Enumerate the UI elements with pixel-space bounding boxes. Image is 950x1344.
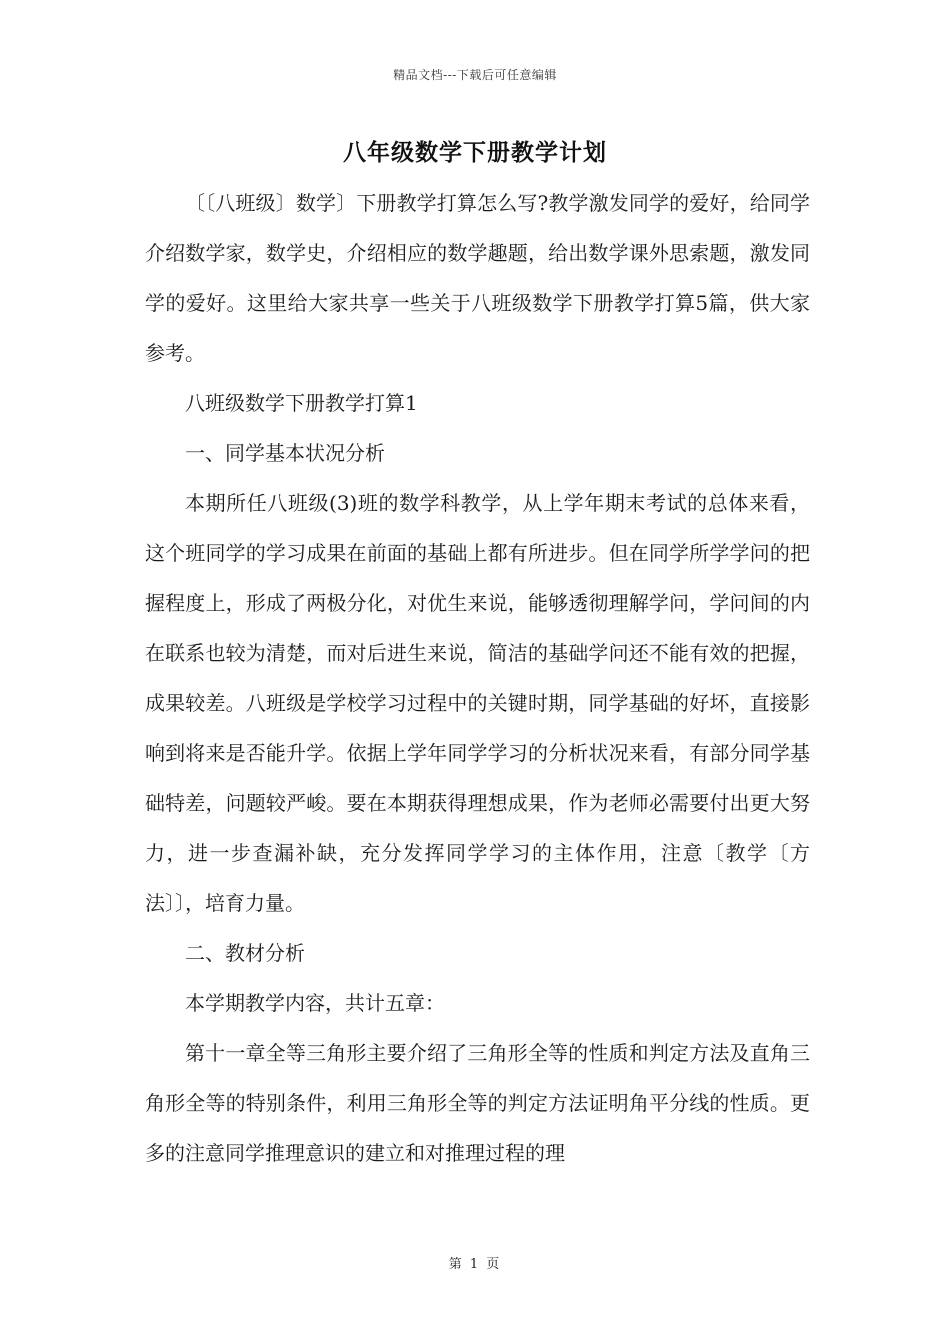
paragraph-content-summary: 本学期教学内容，共计五章： xyxy=(185,991,445,1015)
section-heading-student-analysis: 一、同学基本状况分析 xyxy=(185,441,385,465)
paragraph-student-analysis: 本期所任八班级(3)班的数学科教学，从上学年期末考试的总体来看，这个班同学的学习成果在前面的基础上都有所进步。但在同学所学学问的把握程度上，形成了两极分化，对优生来说，能够透彻理解学问，学问间的内在联系也较为清楚，而对后进生来说，简洁的基础学问还不能有效的把握，成果较差。八班级是学校学习过程中的关键时期，同学基础的好坏，直接影响到将来是否能升学。依据上学年同学学习的分析状况来看，有部分同学基础特差，问题较严峻。要在本期获得理想成果，作为老师必需要付出更大努力，进一步查漏补缺，充分发挥同学学习的主体作用，注意〔教学〔方法〕〕，培育力量。 xyxy=(145,491,810,915)
section-heading-textbook-analysis: 二、教材分析 xyxy=(185,941,305,965)
page-number: 第 1 页 xyxy=(448,1257,502,1272)
document-body xyxy=(145,178,810,1178)
header-note: 精品文档---下载后可任意编辑 xyxy=(393,68,557,82)
paragraph-plan-heading: 八班级数学下册教学打算1 xyxy=(185,391,418,415)
document-title: 八年级数学下册教学计划 xyxy=(343,139,607,166)
paragraph-intro: 〔〔八班级〕数学〕下册教学打算怎么写?教学激发同学的爱好，给同学介绍数学家，数学史，介绍相应的数学趣题，给出数学课外思索题，激发同学的爱好。这里给大家共享一些关于八班级数学下册教学打算5篇，供大家参考。 xyxy=(145,191,810,365)
paragraph-chapter-11: 第十一章全等三角形主要介绍了三角形全等的性质和判定方法及直角三角形全等的特别条件，利用三角形全等的判定方法证明角平分线的性质。更多的注意同学推理意识的建立和对推理过程的理 xyxy=(145,1041,810,1165)
